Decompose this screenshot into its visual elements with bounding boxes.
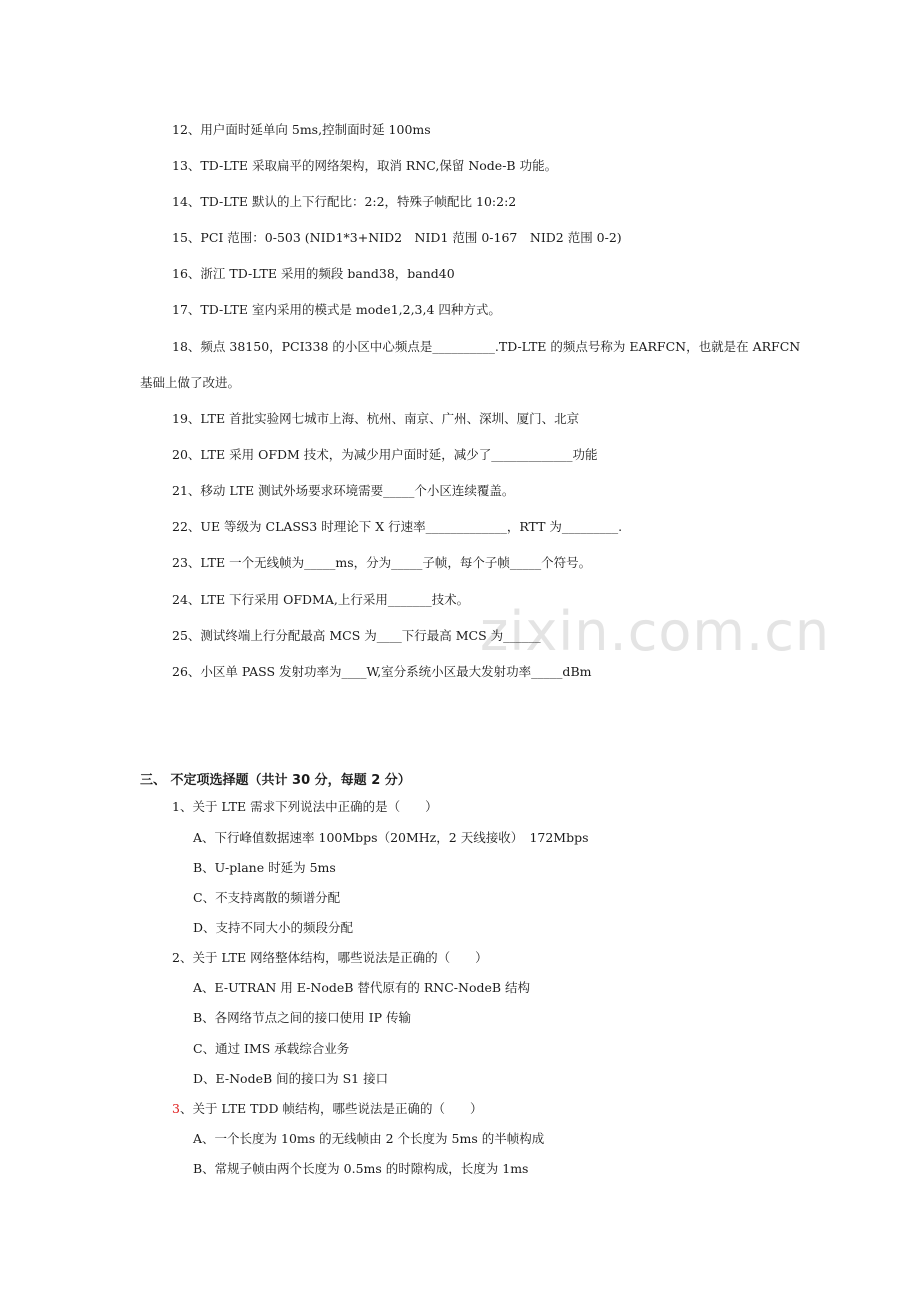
question-1-option-a: A、下行峰值数据速率 100Mbps（20MHz，2 天线接收） 172Mbps [193,830,589,845]
item-18: 18、频点 38150，PCI338 的小区中心频点是__________.TD-LTE 的频点号称为 EARFCN，也就是在 ARFCN [172,339,801,354]
question-3-number: 3 [172,1101,180,1116]
question-3-option-b: B、常规子帧由两个长度为 0.5ms 的时隙构成，长度为 1ms [193,1161,529,1176]
watermark: zixin.com.cn [480,600,831,663]
question-2-stem: 2、关于 LTE 网络整体结构，哪些说法是正确的（ ） [172,950,488,965]
item-16: 16、浙江 TD-LTE 采用的频段 band38，band40 [172,266,455,281]
item-21: 21、移动 LTE 测试外场要求环境需要_____个小区连续覆盖。 [172,483,515,498]
item-15: 15、PCI 范围：0-503 (NID1*3+NID2 NID1 范围 0-167 NID2 范围 0-2) [172,230,622,245]
question-3-stem-line [172,1101,483,1117]
question-3-option-a: A、一个长度为 10ms 的无线帧由 2 个长度为 5ms 的半帧构成 [193,1131,545,1146]
item-25: 25、测试终端上行分配最高 MCS 为____下行最高 MCS 为______ [172,628,541,643]
item-26: 26、小区单 PASS 发射功率为____W,室分系统小区最大发射功率_____dBm [172,664,592,679]
section-3-title: 三、 不定项选择题（共计 30 分，每题 2 分） [140,773,411,788]
item-17: 17、TD-LTE 室内采用的模式是 mode1,2,3,4 四种方式。 [172,302,501,317]
question-1-option-b: B、U-plane 时延为 5ms [193,860,336,875]
item-12: 12、用户面时延单向 5ms,控制面时延 100ms [172,122,431,137]
item-24: 24、LTE 下行采用 OFDMA,上行采用_______技术。 [172,592,470,607]
question-1-stem: 1、关于 LTE 需求下列说法中正确的是（ ） [172,799,438,814]
item-20: 20、LTE 采用 OFDM 技术，为减少用户面时延，减少了_____________功能 [172,447,598,462]
item-23: 23、LTE 一个无线帧为_____ms，分为_____子帧，每个子帧_____个符号。 [172,555,592,570]
item-19: 19、LTE 首批实验网七城市上海、杭州、南京、广州、深圳、厦门、北京 [172,411,580,426]
question-2-option-c: C、通过 IMS 承载综合业务 [193,1041,350,1056]
question-2-option-a: A、E-UTRAN 用 E-NodeB 替代原有的 RNC-NodeB 结构 [193,980,531,995]
item-22: 22、UE 等级为 CLASS3 时理论下 X 行速率_____________，RTT 为_________. [172,519,623,534]
question-1-option-d: D、支持不同大小的频段分配 [193,920,354,935]
question-1-option-c: C、不支持离散的频谱分配 [193,890,341,905]
question-2-option-d: D、E-NodeB 间的接口为 S1 接口 [193,1071,389,1086]
question-2-option-b: B、各网络节点之间的接口使用 IP 传输 [193,1010,411,1025]
item-14: 14、TD-LTE 默认的上下行配比：2:2，特殊子帧配比 10:2:2 [172,194,517,209]
item-13: 13、TD-LTE 采取扁平的网络架构，取消 RNC,保留 Node-B 功能。 [172,158,558,173]
question-3-stem: 、关于 LTE TDD 帧结构，哪些说法是正确的（ ） [179,1101,483,1116]
item-18-continued: 基础上做了改进。 [140,375,241,390]
